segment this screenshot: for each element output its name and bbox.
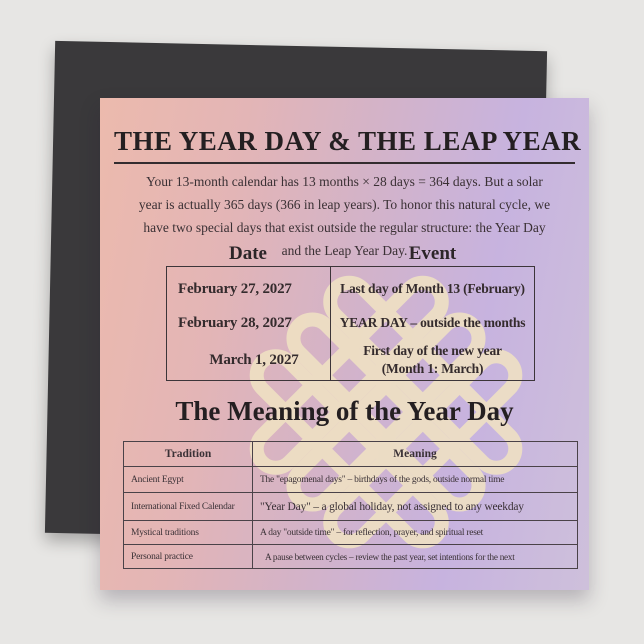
meaning-cell: A pause between cycles – review the past year, set intentions for the next <box>253 545 578 569</box>
schedule-header-event: Event <box>408 243 457 264</box>
schedule-table-body <box>166 266 535 381</box>
meaning-heading: The Meaning of the Year Day <box>175 396 514 426</box>
meaning-table-header-row <box>124 442 578 467</box>
meaning-cell: "Year Day" – a global holiday, not assigned to any weekday <box>253 493 578 521</box>
meaning-cell: The "epagomenal days" – birthdays of the gods, outside normal time <box>253 467 578 493</box>
event-cell: YEAR DAY – outside the months <box>339 315 526 330</box>
meaning-table-row <box>124 521 578 545</box>
schedule-event-column <box>331 267 534 380</box>
year-day-card <box>100 98 589 590</box>
date-cell: March 1, 2027 <box>209 352 299 368</box>
intro-line: have two special days that exist outside the regular structure: the Year Day <box>143 220 546 235</box>
card-title: THE YEAR DAY & THE LEAP YEAR <box>114 126 582 156</box>
event-cell <box>331 340 534 380</box>
tradition-cell: International Fixed Calendar <box>124 493 253 521</box>
schedule-header-date: Date <box>229 243 267 264</box>
date-cell: February 27, 2027 <box>178 280 292 297</box>
event-line-1: First day of the new year <box>363 343 502 358</box>
meaning-header-tradition: Tradition <box>124 442 253 467</box>
event-line-2: (Month 1: March) <box>381 361 484 376</box>
intro-line: year is actually 365 days (366 in leap years). To honor this natural cycle, we <box>138 197 551 212</box>
schedule-table <box>166 244 535 381</box>
meaning-table-row <box>124 467 578 493</box>
meaning-cell: A day "outside time" – for reflection, prayer, and spiritual reset <box>253 521 578 545</box>
intro-line: and the Leap Year Day. <box>281 243 408 258</box>
tradition-cell: Personal practice <box>124 545 253 569</box>
meaning-table-row <box>124 545 578 569</box>
event-cell: Last day of Month 13 (February) <box>340 281 525 296</box>
schedule-date-column <box>167 267 331 380</box>
intro-line: Your 13-month calendar has 13 months × 28 days = 364 days. But a solar <box>146 174 543 189</box>
tradition-cell: Mystical traditions <box>124 521 253 545</box>
tradition-cell: Ancient Egypt <box>124 467 253 493</box>
title-divider <box>114 162 575 164</box>
meaning-table-row <box>124 493 578 521</box>
schedule-table-headers <box>166 244 535 264</box>
card-content <box>100 98 589 590</box>
meaning-table <box>123 441 578 569</box>
meaning-header-meaning: Meaning <box>253 442 578 467</box>
date-cell: February 28, 2027 <box>178 314 292 331</box>
